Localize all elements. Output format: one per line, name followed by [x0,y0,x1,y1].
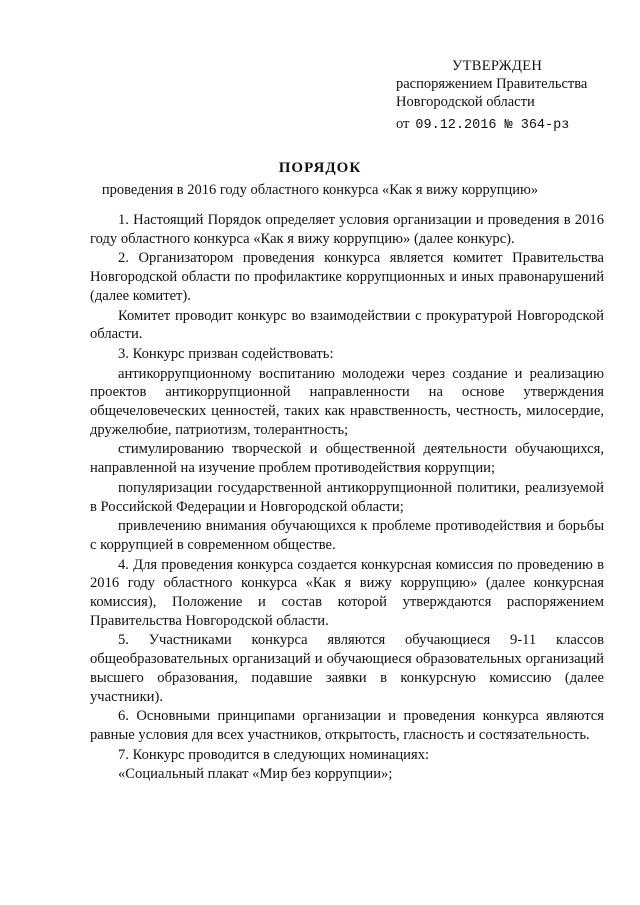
paragraph: 4. Для проведения конкурса создается конкурсная комиссия по проведению в 2016 году областного конкурса «Как я вижу коррупцию» (далее конкурсная комиссия), Положение и состав которой утверждаются распоряжением Правительства Новгородской области. [90,556,604,629]
document-body [90,211,604,785]
approval-line-3: Новгородской области [396,94,535,110]
paragraph: 2. Организатором проведения конкурса является комитет Правительства Новгородской области по профилактике коррупционных и иных правонарушений (далее комитет). [90,250,604,304]
paragraph: 1. Настоящий Порядок определяет условия организации и проведения в 2016 году областного конкурса «Как я вижу коррупцию» (далее конкурс). [90,212,604,247]
paragraph: 5. Участниками конкурса являются обучающиеся 9-11 классов общеобразовательных организаций и обучающиеся образовательных организаций высшего образования, подавшие заявки в конкурсную комиссию (далее участники). [90,632,604,705]
approval-date-number: 09.12.2016 № 364-рз [415,118,570,133]
paragraph: Комитет проводит конкурс во взаимодействии с прокуратурой Новгородской области. [90,307,604,343]
document-subtitle: проведения в 2016 году областного конкурса «Как я вижу коррупцию» [101,182,539,198]
document-title: ПОРЯДОК [278,160,362,176]
paragraph: 6. Основными принципами организации и проведения конкурса являются равные условия для всех участников, открытость, гласность и состязательность. [90,708,604,743]
paragraph: антикоррупционному воспитанию молодежи через создание и реализацию проектов антикоррупционной направленности на основе утверждения общечеловеческих ценностей, таких как нравственность, честность, милосердие, дружелюбие, патриотизм, толерантность; [90,365,604,438]
approval-date-line [396,115,626,135]
paragraph: 7. Конкурс проводится в следующих номинациях: [118,746,430,763]
approval-heading: УТВЕРЖДЕН [452,58,543,74]
paragraph: стимулированию творческой и общественной деятельности обучающихся, направленной на изучение проблем противодействия коррупции; [90,441,604,477]
paragraph: популяризации государственной антикоррупционной политики, реализуемой в Российской Федерации и Новгородской области; [90,479,604,515]
paragraph: привлечению внимания обучающихся к проблеме противодействия и борьбы с коррупцией в современном обществе. [90,518,604,553]
approval-date-prefix: от [396,116,410,132]
approval-stamp [396,57,626,135]
approval-line-2: распоряжением Правительства [396,76,588,92]
paragraph: 3. Конкурс призван содействовать: [118,345,334,362]
paragraph: «Социальный плакат «Мир без коррупции»; [118,766,393,783]
